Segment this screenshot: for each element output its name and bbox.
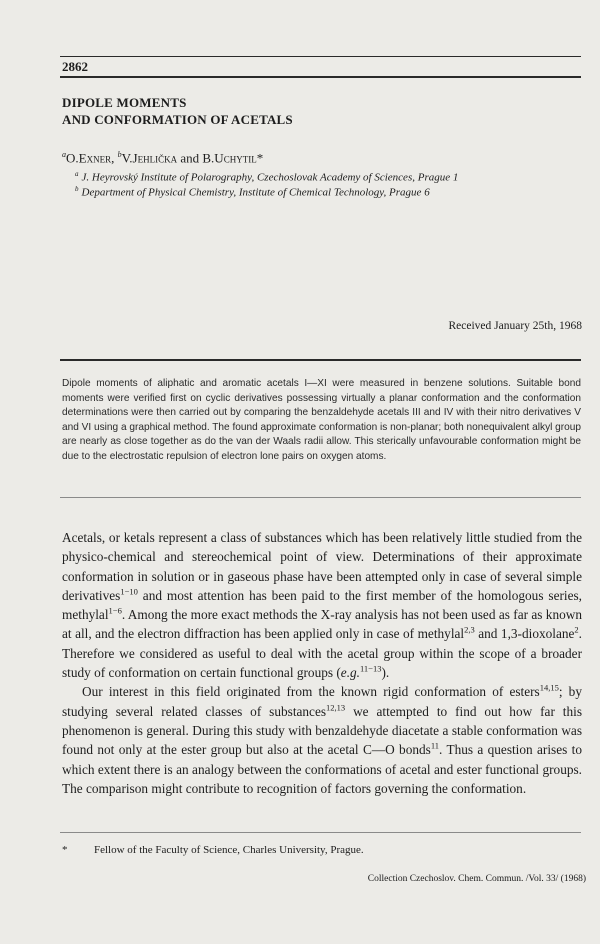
author-2-mark: b <box>117 150 122 159</box>
author-3: B.Uchytil <box>202 150 257 166</box>
title-line-1: DIPOLE MOMENTS <box>62 95 187 110</box>
abstract-rule-top <box>60 359 581 361</box>
author-line: $^a$O.Exner, $^b$V.Jehlička and B.Uchytil* <box>62 150 264 166</box>
footnote-text: Fellow of the Faculty of Science, Charles University, Prague. <box>94 844 364 856</box>
paragraph-1: Acetals, or ketals represent a class of substances which has been relatively little studied from the physico-chemical and stereochemical point of view. Determinations of their approximate conformation in solution or in gaseous phase have been attempted only in case of several simple derivatives$^{1-10}$ and most attention has been paid to the first member of the homologous series, methylal$^{1-6}$. Among the more exact methods the X-ray analysis has not been used as far as known at all, and the electron diffraction has been applied only in case of methylal$^{2,3}$ and 1,3-dioxolane$^2$. Therefore we considered as useful to deal with the acetal group within the scope of a broader study of conformation on certain functional groups (e.g.$^{11-13}$). <box>62 530 582 681</box>
author-3-footnote-mark: * <box>256 150 264 166</box>
received-date: Received January 25th, 1968 <box>448 320 582 332</box>
footnote-mark: * <box>62 844 68 856</box>
footnote <box>62 844 582 856</box>
abstract <box>62 377 581 465</box>
paragraph-2: Our interest in this field originated from the known rigid conformation of esters$^{14,15}$; by studying several related classes of substances$^{12,13}$ we attempted to find out how far this phenomenon is general. During this study with benzaldehyde diacetate a stable conformation was found not only at the ester group but also at the acetal C—O bonds$^{11}$. Thus a question arises to which extent there is an analogy between the conformations of acetal and ester functional groups. The comparison might contribute to recognition of factors governing the conformation. <box>62 682 582 796</box>
article-title <box>62 94 293 128</box>
affiliation-b <box>75 185 430 199</box>
author-1-mark: a <box>62 150 66 159</box>
header-rule-top <box>60 56 581 57</box>
abstract-rule-bottom <box>60 497 581 498</box>
body-text <box>62 528 582 798</box>
authors-joiner: and <box>177 150 203 166</box>
author-2: V.Jehlička <box>121 150 178 166</box>
affiliation-a-text: J. Heyrovský Institute of Polarography, Czechoslovak Academy of Sciences, Prague 1 <box>81 171 459 184</box>
author-1: O.Exner <box>66 150 112 166</box>
title-line-2: AND CONFORMATION OF ACETALS <box>62 112 293 127</box>
affiliation-a <box>75 170 458 184</box>
journal-citation: Collection Czechoslov. Chem. Commun. /Vol. 33/ (1968) <box>367 874 586 884</box>
affiliation-b-mark: b <box>75 185 79 193</box>
page-number: 2862 <box>62 59 88 74</box>
affiliation-b-text: Department of Physical Chemistry, Institute of Chemical Technology, Prague 6 <box>81 186 430 199</box>
header-rule-bottom <box>60 76 581 78</box>
affiliation-a-mark: a <box>75 170 79 178</box>
abstract-text: Dipole moments of aliphatic and aromatic acetals I—XI were measured in benzene solutions. Suitable bond moments were verified first on cyclic derivatives possessing virtually a planar conformation and the conformation determinations were then carried out by comparing the benzaldehyde acetals III and IV with their nitro derivatives V and VI using a graphical method. The found approximate conformation is non-planar; both nonequivalent alkyl group are nearly as close together as do the van der Waals radii allow. This sterically unfavourable conformation might be due to the electrostatic repulsion of electron lone pairs on oxygen atoms. <box>62 378 581 462</box>
footnote-rule <box>60 832 581 833</box>
